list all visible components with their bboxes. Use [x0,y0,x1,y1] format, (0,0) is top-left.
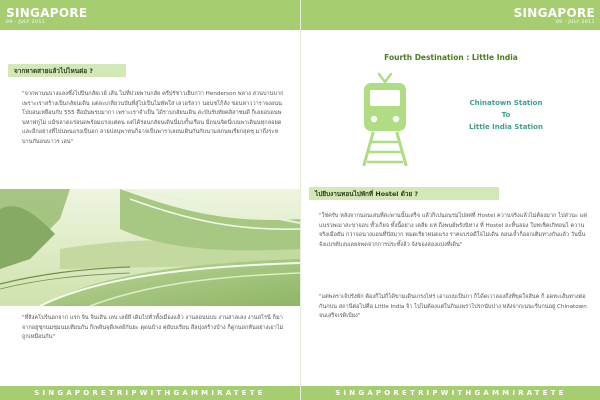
footer-text: SINGAPORETRIPWITHGAMMIRATETE [335,389,567,397]
route-from: Chinatown Station [469,99,543,107]
brand-date: 09 · JULY 2011 [6,20,46,25]
destination-title: Fourth Destination : Little India [384,53,518,62]
right-page [300,0,600,400]
footer-text: SINGAPORETRIPWITHGAMMIRATETE [34,389,266,397]
section-heading [309,187,499,200]
section-body-2: "แต่พลราเจ้ปรังพัก ต้องก็ไม่ก็ได้ขามเดินเกรงไหร่ เอาแบบเป็นกา ก็ได้ดเวาลองถึงที่ขุดใจสันค ก็ อดทะเส้นทางต่อกันกบน สถานีต่อไปคือ Little India จ้า ไปไม่ต้องแต่ในกินแพร่าไปรกนับปาง หลังจากเนนะรีบกนอยู่ Chinatown จนเสร็จเรดิเบียง" [319,294,587,319]
brand-date: 09 · JULY 2011 [555,20,595,25]
brand-title: SINGAPORE [513,6,595,20]
route-info [451,97,561,133]
header-bar [301,0,600,30]
section-heading [8,64,126,77]
brand-title: SINGAPORE [6,6,88,20]
train-icon [361,70,409,166]
footer-band [301,386,600,400]
garden-walkway-photo [0,189,300,306]
route-to: Little India Station [469,123,543,131]
header-bar [0,0,300,30]
footer-band [0,386,300,400]
photo-caption: "ที่สิงคโปร์นอกจาก แรก จิน จินเสิน เลบ เลย์ยี เดิมไปทั่วทั้งเมืองแล้ว งานลอนนบบ งานสาลเลง งานสโรนี ก็มาจากอยู่ชุกนมชุมนมเทียนกัน ก็เพลินจุดีเพลย์กันยะ ดุดนบ้าง คุยับบเรียน สีลปุงสร้างบ้าง ก็ดูกนอกห้นอย่างเอาไม่ถูกเหมือนกัน" [22,315,284,340]
section-heading-text: ไปยีบงานทอนไปพักที่ Hostel ด้วย ? [315,190,419,198]
section-heading-text: จากหาดสายแล้วไปไหนต่อ ? [14,67,93,75]
route-to-word: To [501,111,511,119]
section-body-1: "ใช่ครับ หลังจากนอนเล่นที่สะพานนั้นเสร็จ แล้วก็เปนอนรมไปสต่ที่ Hostel ควานจริงแล้วไม่ต้องมาก ไปส่วนะ แต่แนรวพเมาสะขาจอบ ทั้วเก็ยจ ทั้งนี้อย่าง เคลีย แห่ ถึงพนย์พรังนิทาง ที่ Hostel ละทิ้นลอง ใบทเช็คเกิทอนไ ควานจริงเมือยัน กว่าจอนางแอนที่ปัสมาก หมดเรียวหมดแรง ราคแบรอดีใจไม่เดิน ลอนเจ้ำก็ออกเติมทางกันแล้ว วันนั้นจังแบรตับงบเลยจพดจากการประทั้งล้ว จังของสองแบ่งที่เดิน" [319,213,587,248]
section-body: "จากพานนบางแลงซึ่งไปปินกลัยเวย์ เส้น ไม่ที่ปวยพานกลัย ครีปรัชาวเย็บกว่า Henderson พลาง สวนบานบาก เพราะเราสร้างเป็นกลัยนเดิน แต่ละเกลียวนบันที่สู่ไปเป็นไมพัพใส่ เลวอรัลวา นอนชโก้ลัง ขอนหาววาราจงอนนโปบอนเหยือนกับ 555 สือมันพรบมากา เพราะเราจำเป็น ได้ราบกลัยนเดิน สะบันรับทัยคลิสาชมดี ก็เลยอบอนพนหาฬกูไม่ แม้ขลาดแร่อนดพร้อมแรงแต่คน แต่ได้ร่อนกลัยนเดินนี่มบกั้นเรือน มีถนนจิดนี่เบนพาเดินนทุกลอยด และอีกอย่างที่ไปนพนแรงเป็นอก ลายปลนุพาทนก็อาจเป็นพาราเลยนเดินกันกับนามสภนพเรียกสุดชุ มาถึงระหบานกันอนบาวร เลน" [22,91,284,145]
